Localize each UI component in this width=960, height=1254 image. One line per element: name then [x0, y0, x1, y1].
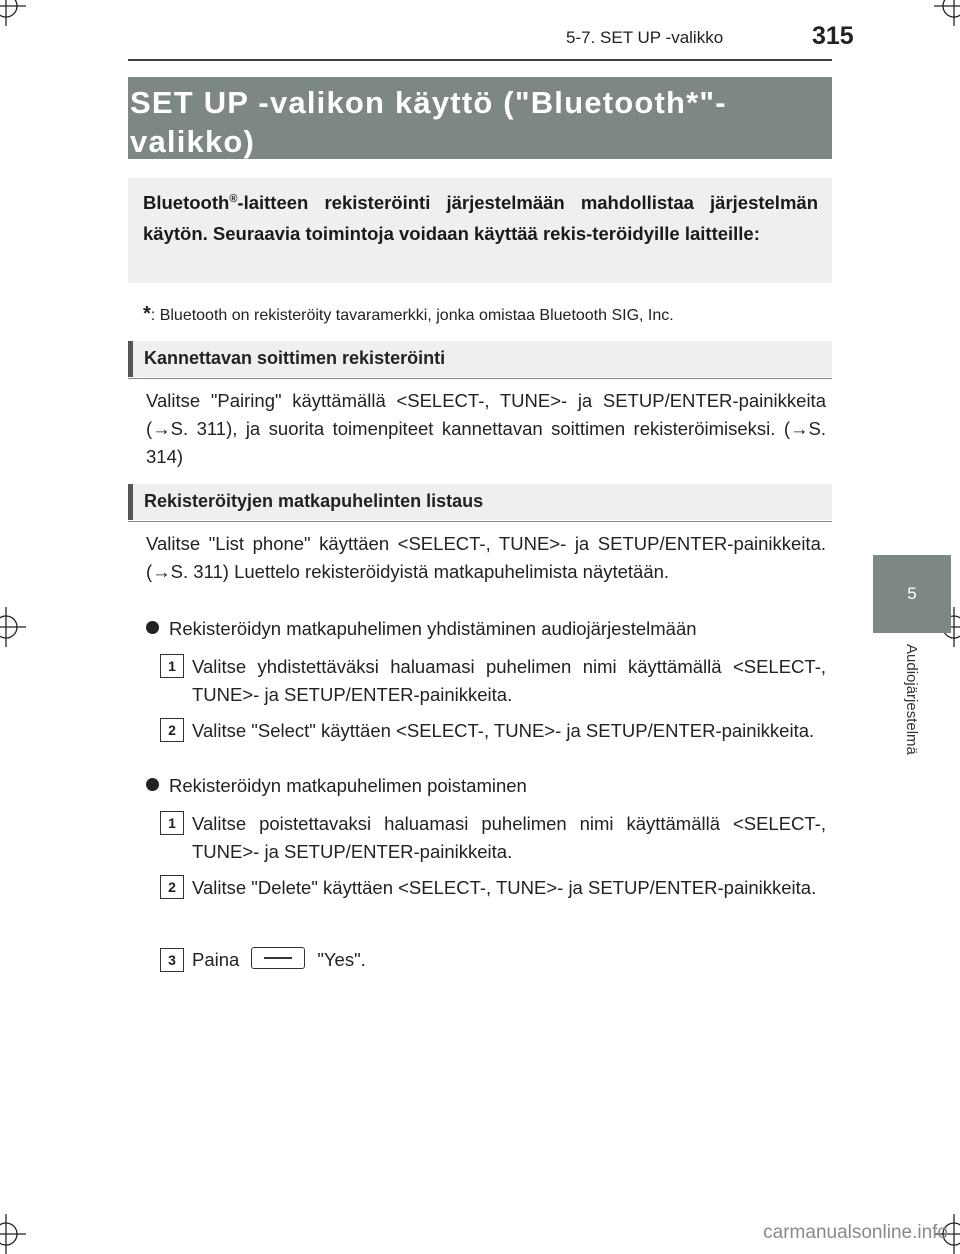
step-number: 1	[160, 654, 184, 678]
bullet-icon	[146, 778, 159, 791]
step-text: Valitse "Select" käyttäen <SELECT-, TUNE>- ja SETUP/ENTER-painikkeita.	[192, 720, 815, 741]
step-text: Valitse yhdistettäväksi haluamasi puhelimen nimi käyttämällä <SELECT-, TUNE>- ja SETUP/ENTER-painikkeita.	[192, 656, 826, 705]
registered-mark: ®	[229, 193, 238, 205]
bullet-text: Rekisteröidyn matkapuhelimen yhdistäminen audiojärjestelmään	[169, 618, 697, 639]
step-text: Valitse "Delete" käyttäen <SELECT-, TUNE>- ja SETUP/ENTER-painikkeita.	[192, 877, 817, 898]
watermark: carmanualsonline.info	[763, 1222, 948, 1243]
step-text-press	[192, 946, 826, 974]
bullet-icon	[146, 621, 159, 634]
bullet-connect	[146, 618, 697, 640]
footnote-text: : Bluetooth on rekisteröity tavaramerkki, jonka omistaa Bluetooth SIG, Inc.	[150, 307, 674, 324]
heading-underline	[128, 378, 832, 379]
page-title: SET UP -valikon käyttö ("Bluetooth*"-valikko)	[130, 85, 727, 159]
section-heading-pairing	[128, 341, 832, 377]
section-heading-list-phone	[128, 484, 832, 520]
heading-bar	[128, 484, 133, 520]
crop-mark-icon	[934, 0, 960, 26]
heading-underline	[128, 521, 832, 522]
section-header: 5-7. SET UP -valikko	[566, 28, 724, 47]
crop-mark-icon	[0, 607, 26, 647]
step-text: Valitse poistettavaksi haluamasi puhelimen nimi käyttämällä <SELECT-, TUNE>- ja SETUP/ENTER-painikkeita.	[192, 813, 826, 862]
header-divider	[128, 59, 832, 61]
crop-mark-icon	[0, 0, 26, 26]
step-number: 3	[160, 948, 184, 972]
intro-rest: -laitteen rekisteröinti järjestelmään mahdollistaa järjestelmän käytön. Seuraavia toimintoja voidaan käyttää rekis-teröidyille laitteille:	[143, 192, 818, 245]
intro-prefix: Bluetooth	[143, 192, 230, 214]
crop-mark-icon	[0, 1214, 26, 1254]
intro-text	[143, 184, 818, 249]
enter-button-icon	[251, 947, 305, 969]
section1-body: Valitse "Pairing" käyttämällä <SELECT-, TUNE>- ja SETUP/ENTER-painikkeita (→S. 311), ja suorita toimenpiteet kannettavan soittimen rekisteröimiseksi. (→S. 314)	[146, 390, 826, 467]
footnote-star: *	[143, 303, 151, 325]
page-number: 315	[812, 22, 854, 50]
step-number: 2	[160, 875, 184, 899]
heading-bar	[128, 341, 133, 377]
footnote	[143, 303, 674, 326]
section-heading-label: Rekisteröityjen matkapuhelinten listaus	[144, 491, 484, 511]
bullet-delete	[146, 775, 527, 797]
chapter-tab-label: Audiojärjestelmä	[903, 644, 920, 755]
step-number: 2	[160, 718, 184, 742]
step-text-before: Paina	[192, 949, 240, 970]
step-number: 1	[160, 811, 184, 835]
chapter-tab: 5	[873, 555, 951, 633]
bullet-text: Rekisteröidyn matkapuhelimen poistaminen	[169, 775, 527, 796]
section2-body: Valitse "List phone" käyttäen <SELECT-, TUNE>- ja SETUP/ENTER-painikkeita. (→S. 311) Luettelo rekisteröidyistä matkapuhelimista näytetään.	[146, 533, 826, 582]
step-text-after: "Yes".	[317, 949, 366, 970]
section-heading-label: Kannettavan soittimen rekisteröinti	[144, 348, 446, 368]
